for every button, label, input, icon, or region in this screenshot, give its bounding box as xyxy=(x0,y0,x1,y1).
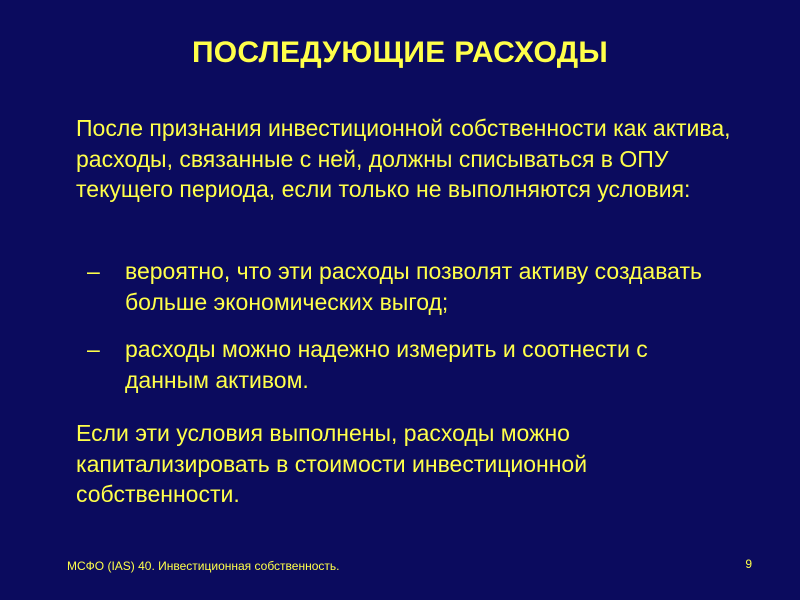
page-number: 9 xyxy=(745,557,752,571)
list-item-text: вероятно, что эти расходы позволят активу создавать больше экономических выгод; xyxy=(125,258,702,315)
list-item xyxy=(76,334,736,395)
conditions-list xyxy=(76,256,736,412)
dash-bullet-icon: – xyxy=(87,336,100,362)
slide-title: ПОСЛЕДУЮЩИЕ РАСХОДЫ xyxy=(191,36,609,69)
list-item-text: расходы можно надежно измерить и соотнести с данным активом. xyxy=(125,336,648,393)
dash-bullet-icon: – xyxy=(87,258,100,284)
outro-paragraph: Если эти условия выполнены, расходы можно капитализировать в стоимости инвестиционной собственности. xyxy=(76,420,588,507)
list-item xyxy=(76,256,736,317)
intro-paragraph: После признания инвестиционной собственности как актива, расходы, связанные с ней, должны списываться в ОПУ текущего периода, если только не выполняются условия: xyxy=(76,115,731,202)
footer-text: МСФО (IAS) 40. Инвестиционная собственность. xyxy=(67,559,340,573)
